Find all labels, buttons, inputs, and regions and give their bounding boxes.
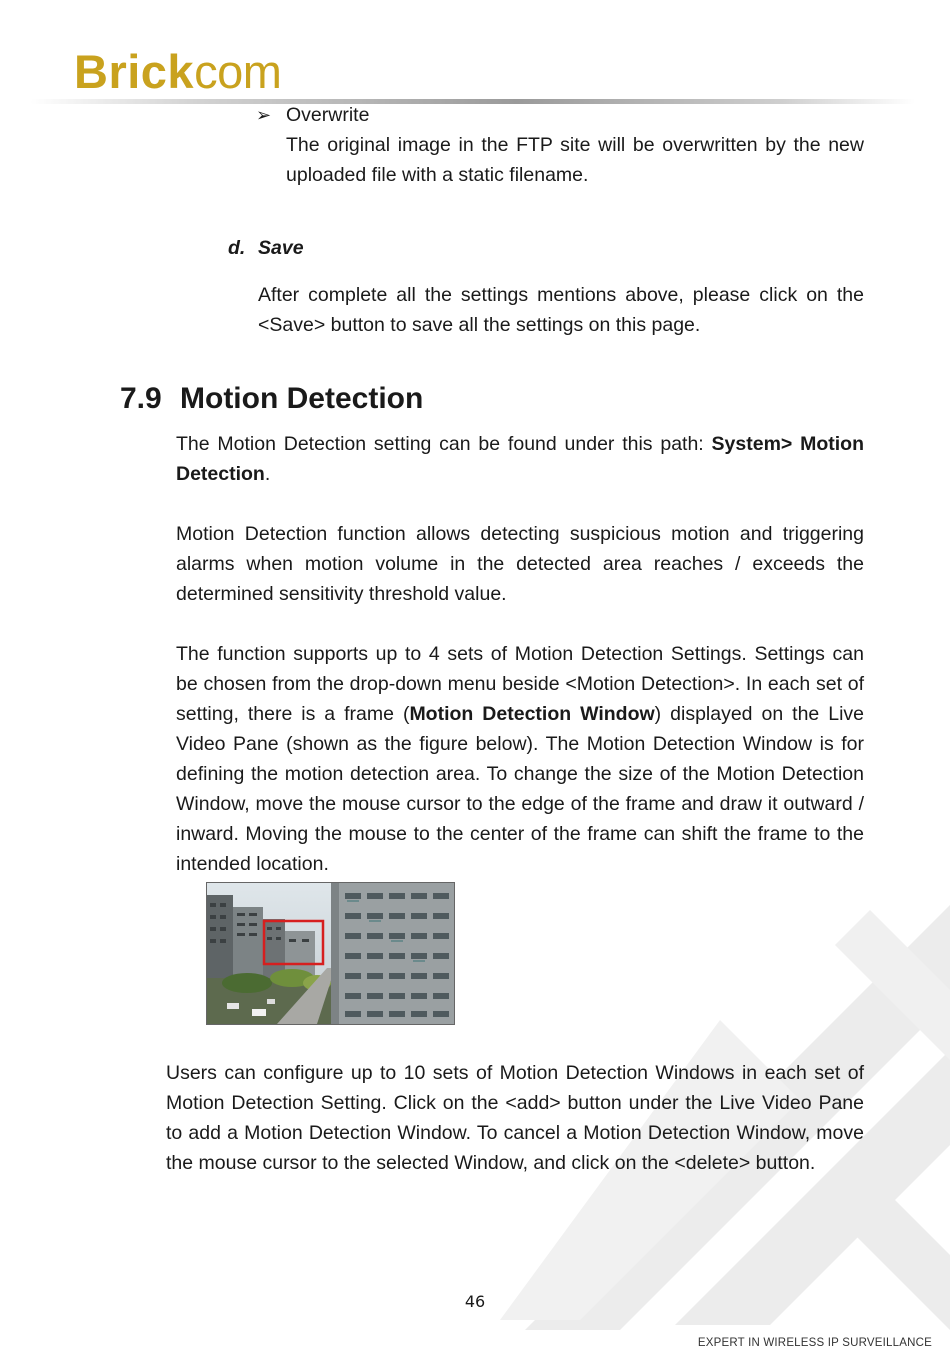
settings-text-start: The function supports up to 4 sets of Motion Detection Settings. Settings can be chosen from the drop-down menu beside <Motion Detection>. In each set of setting, there is a frame ( xyxy=(176,643,864,725)
menu-path: System> Motion Detection xyxy=(176,433,865,485)
bullet-label: Overwrite xyxy=(286,104,370,126)
footer-tagline: EXPERT IN WIRELESS IP SURVEILLANCE xyxy=(697,1337,932,1349)
subsection-heading xyxy=(228,233,304,263)
path-text: The Motion Detection setting can be found under this path: xyxy=(176,433,712,455)
subsection-number: d. xyxy=(228,237,246,259)
windows-paragraph: Users can configure up to 10 sets of Motion Detection Windows in each set of Motion Detection Setting. Click on the <add> button under the Live Video Pane to add a Motion Detection Window. To cancel a Motion Detection Window, move the mouse cursor to the selected Window, and click on the <delete> button. xyxy=(166,1062,864,1174)
settings-paragraph xyxy=(176,639,864,879)
path-end: . xyxy=(264,463,271,485)
street-scene-image xyxy=(207,883,454,1024)
logo-com-text: com xyxy=(194,45,282,98)
bullet-description: The original image in the FTP site will be overwritten by the new uploaded file with a static filename. xyxy=(286,134,864,186)
settings-text-end: ) displayed on the Live Video Pane (shown as the figure below). The Motion Detection Window is for defining the motion detection area. To change the size of the Motion Detection Window, move the mouse cursor to the edge of the frame and draw it outward / inward. Moving the mouse to the center of the frame can shift the frame to the intended location. xyxy=(176,703,865,875)
brickcom-logo xyxy=(74,44,282,98)
arrow-bullet-icon: ➢ xyxy=(256,105,272,125)
save-paragraph: After complete all the settings mentions above, please click on the <Save> button to save all the settings on this page. xyxy=(258,284,864,336)
live-video-figure xyxy=(206,882,455,1025)
window-term: Motion Detection Window xyxy=(409,703,655,725)
path-paragraph xyxy=(176,429,864,489)
subsection-title: Save xyxy=(258,237,304,259)
section-number: 7.9 xyxy=(120,382,162,415)
function-paragraph: Motion Detection function allows detecting suspicious motion and triggering alarms when motion volume in the detected area reaches / exceeds the determined sensitivity threshold value. xyxy=(176,523,864,605)
section-title: Motion Detection xyxy=(180,382,424,415)
page-number: 46 xyxy=(464,1292,486,1311)
section-heading xyxy=(120,379,423,419)
header-divider xyxy=(30,99,915,104)
logo-brick-text: Brick xyxy=(74,45,195,98)
